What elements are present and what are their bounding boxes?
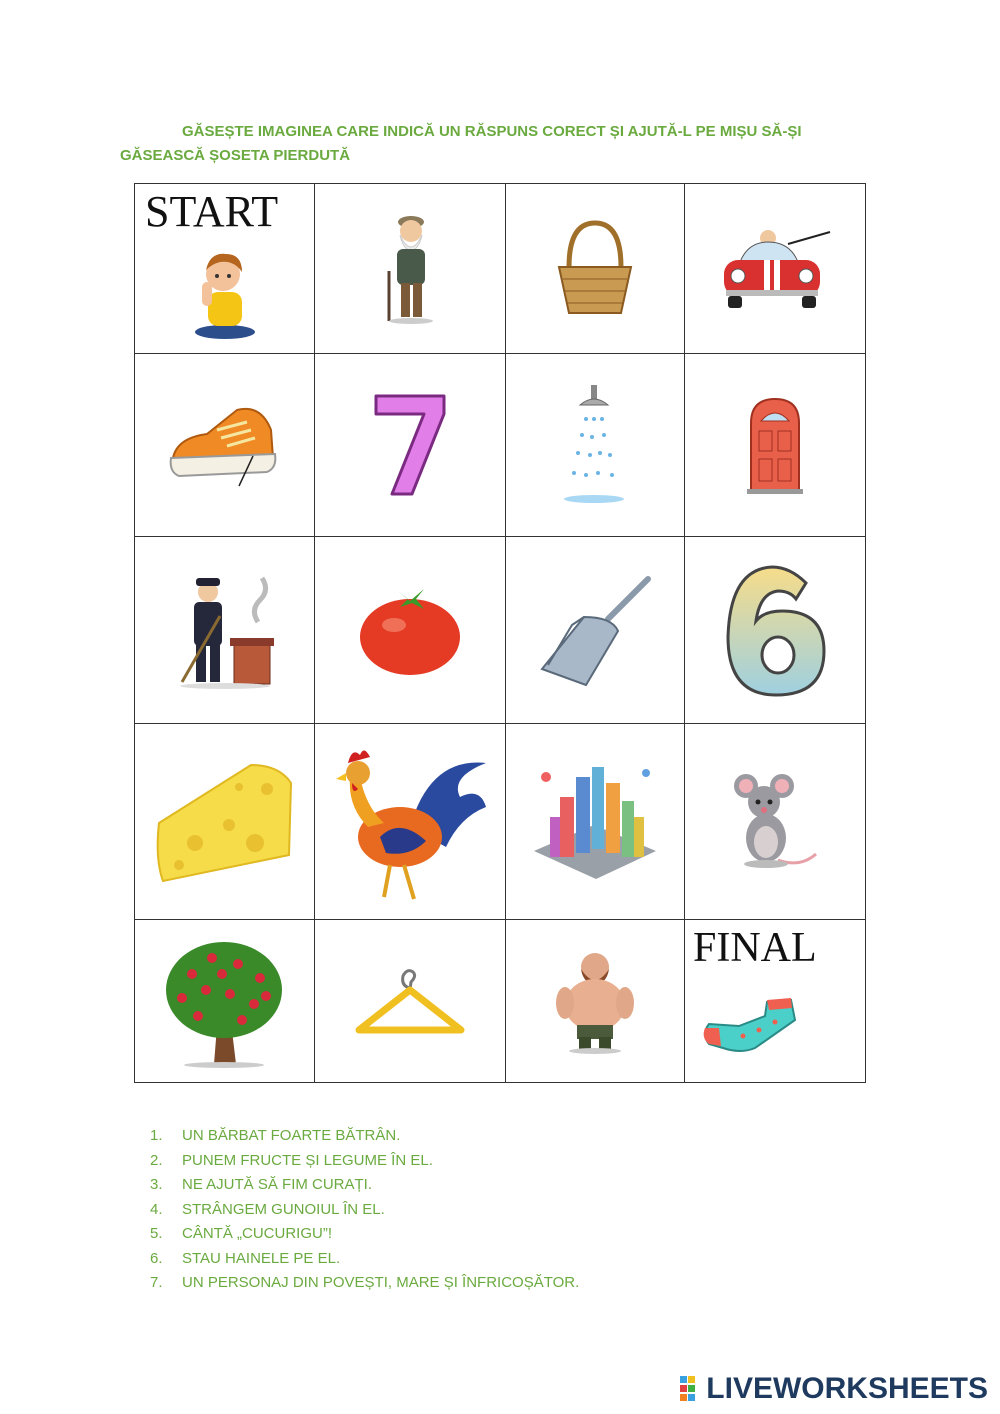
start-label: START bbox=[145, 187, 279, 236]
apple-tree-icon bbox=[162, 934, 287, 1069]
number-6-icon bbox=[720, 563, 830, 698]
cell-final[interactable] bbox=[685, 920, 866, 1083]
question-item bbox=[150, 1247, 579, 1272]
question-number: 6. bbox=[150, 1249, 163, 1267]
cell-chimney-sweep[interactable] bbox=[135, 537, 315, 724]
question-text: STAU HAINELE PE EL. bbox=[182, 1249, 341, 1267]
basket-icon bbox=[555, 219, 635, 319]
cell-mouse[interactable] bbox=[685, 724, 866, 920]
question-item bbox=[150, 1124, 579, 1149]
old-man-icon bbox=[375, 211, 445, 326]
instructions-line-2: GĂSEASCĂ ȘOSETA PIERDUTĂ bbox=[120, 147, 351, 164]
question-text: UN PERSONAJ DIN POVEȘTI, MARE ȘI ÎNFRICOȘĂTOR. bbox=[182, 1274, 580, 1291]
cell-tomato[interactable] bbox=[315, 537, 506, 724]
question-text: PUNEM FRUCTE ȘI LEGUME ÎN EL. bbox=[182, 1151, 433, 1169]
question-text: NE AJUTĂ SĂ FIM CURAȚI. bbox=[182, 1176, 373, 1193]
cell-basket[interactable] bbox=[506, 184, 685, 354]
cell-rooster[interactable] bbox=[315, 724, 506, 920]
brand-name: LIVEWORKSHEETS bbox=[706, 1372, 988, 1405]
tomato-icon bbox=[358, 583, 463, 678]
cell-apple-tree[interactable] bbox=[135, 920, 315, 1083]
question-item bbox=[150, 1271, 579, 1296]
questions-list bbox=[150, 1124, 579, 1296]
chimney-sweep-icon bbox=[170, 570, 280, 690]
cell-sneaker[interactable] bbox=[135, 354, 315, 537]
cell-dustpan[interactable] bbox=[506, 537, 685, 724]
cell-number-7[interactable] bbox=[315, 354, 506, 537]
question-number: 1. bbox=[150, 1127, 163, 1144]
question-item bbox=[150, 1173, 579, 1198]
cell-hanger[interactable] bbox=[315, 920, 506, 1083]
shower-icon bbox=[560, 385, 630, 505]
final-label: FINAL bbox=[693, 925, 817, 971]
city-icon bbox=[530, 757, 660, 887]
number-7-icon bbox=[370, 390, 450, 500]
cell-cheese[interactable] bbox=[135, 724, 315, 920]
cheese-icon bbox=[155, 759, 295, 884]
rooster-icon bbox=[330, 737, 490, 907]
cell-shower[interactable] bbox=[506, 354, 685, 537]
cell-start[interactable] bbox=[135, 184, 315, 354]
liveworksheets-blocks-icon bbox=[680, 1376, 704, 1402]
question-text: STRÂNGEM GUNOIUL ÎN EL. bbox=[182, 1200, 385, 1218]
ogre-icon bbox=[555, 949, 635, 1054]
question-number: 4. bbox=[150, 1200, 163, 1218]
question-number: 2. bbox=[150, 1151, 163, 1169]
question-item bbox=[150, 1198, 579, 1223]
mouse-icon bbox=[730, 772, 820, 872]
dustpan-icon bbox=[538, 573, 653, 688]
question-text: UN BĂRBAT FOARTE BĂTRÂN. bbox=[182, 1127, 401, 1144]
instructions bbox=[120, 120, 840, 168]
thinking-boy-icon bbox=[190, 246, 260, 341]
question-number: 7. bbox=[150, 1274, 163, 1291]
car-driver-icon bbox=[718, 224, 833, 314]
question-number: 5. bbox=[150, 1225, 163, 1242]
sneaker-icon bbox=[167, 400, 282, 490]
cell-city[interactable] bbox=[506, 724, 685, 920]
cell-door[interactable] bbox=[685, 354, 866, 537]
hanger-icon bbox=[355, 966, 465, 1036]
cell-old-man[interactable] bbox=[315, 184, 506, 354]
maze-grid bbox=[134, 183, 866, 1083]
door-icon bbox=[745, 395, 805, 495]
cell-ogre[interactable] bbox=[506, 920, 685, 1083]
liveworksheets-logo[interactable] bbox=[680, 1373, 988, 1405]
cell-number-6[interactable] bbox=[685, 537, 866, 724]
sock-icon bbox=[699, 994, 799, 1054]
question-item bbox=[150, 1222, 579, 1247]
instructions-line-1: GĂSEȘTE IMAGINEA CARE INDICĂ UN RĂSPUNS CORECT ȘI AJUTĂ-L PE MIȘU SĂ-ȘI bbox=[182, 123, 802, 140]
question-number: 3. bbox=[150, 1176, 163, 1193]
cell-car[interactable] bbox=[685, 184, 866, 354]
question-text: CÂNTĂ „CUCURIGU”! bbox=[182, 1225, 332, 1242]
question-item bbox=[150, 1149, 579, 1174]
